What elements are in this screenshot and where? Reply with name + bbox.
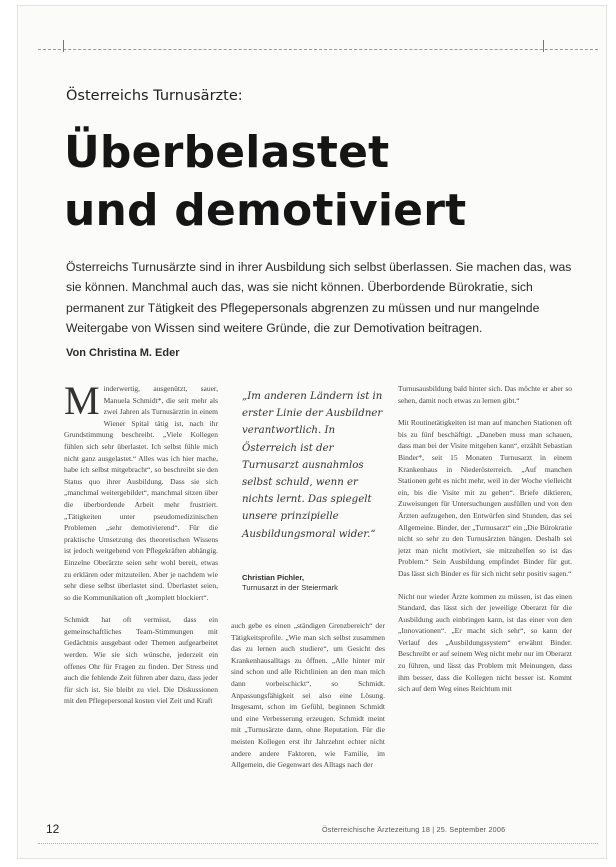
body-column-2 — [231, 620, 385, 835]
pull-quote: „Im anderen Ländern ist in erster Linie der Ausbildner verantwortlich. In Österreich ist der Turnusarzt ausnahmlos selbst schuld, wenn er nichts lernt. Das spiegelt unsere prinzipielle Ausbildungsmoral wider.“ — [242, 391, 383, 540]
page-number: 12 — [46, 822, 60, 836]
article-headline — [64, 124, 564, 240]
body-paragraph: auch gebe es einen „ständigen Grenzbereich“ der Tätigkeitsprofile. „Wie man sich selbst zusammen das zu lernen auch studiere“, um Gesicht des Krankenhausalltags zu öffnen. „Alle hinter mir sind schon und alle Richtlinien an den man mich dann vorbeischickt“, so Schmidt. Anpassungsfähigkeit sei also eine Lösung. Insgesamt, schon im Gefühl, beginnen Schmidt und eine Verbesserung erzeugen. Schmidt meint mit „Turnusärzte dann, ohne Reputation. Für die meisten Kollegen erst ihr Jahrzehnt echter nicht andere andere Faktoren, wie Familie, im Allgemein, die Gegenwart des Alltags nach der — [231, 621, 385, 770]
body-text: inderwertig, ausgenützt, sauer, Manuela Schmidt*, die seit mehr als zwei Jahren als Turnusärztin in einem Wiener Spital tätig ist, nach ihr Grundstimmung beschreibt. „Viele Kollegen fühlen sich sehr überlastet. Ich selbst fühle mich nicht ganz ausgelastet.“ Alles was ich hier mache, habe ich selbst mitgebracht“, so beschreibt sie den Status quo ihrer Ausbildung. Dass sie sich „manchmal weitergebildet“, manchmal sitzen über die überbordende Arbeit mehr frustriert. „Tätigkeiten unter pseudomedizinischen Problemen „sehr demotivierend“. Für die praktische Umsetzung des theoretischen Wissens ist jedoch weitgehend von Pflegekräften abhängig. Einzelne Oberärzte seien sehr wohl bereit, etwas zu erklären oder mitzuteilen. Aber je nachdem wie sehr diese selbst überlastet sind. Überlastet seien, so die Kommunikation oft „komplett blockiert“. — [64, 384, 218, 602]
crop-mark — [543, 40, 544, 52]
footer-rule — [38, 843, 598, 844]
headline-line-1: Überbelastet — [64, 127, 390, 178]
article-lead: Österreichs Turnusärzte sind in ihrer Ausbildung sich selbst überlassen. Sie machen das, was sie können. Manchmal auch das, was sie nicht können. Überbordende Bürokratie, sich permanent zur Tätigkeit des Pflegepersonals abgrenzen zu müssen und nur mangelnde Weitergabe von Wissen sind weitere Gründe, die zur Demotivation beitragen. — [66, 260, 572, 335]
body-paragraph — [64, 383, 218, 603]
publication-footer: Österreichische Ärztezeitung 18 | 25. September 2006 — [322, 825, 506, 834]
headline-line-2: und demotiviert — [64, 185, 467, 236]
header-rule — [38, 49, 598, 50]
article-byline: Von Christina M. Eder — [66, 347, 180, 359]
body-column-3 — [398, 383, 572, 835]
body-paragraph: Turnusausbildung bald hinter sich. Das möchte er aber so sehen, damit noch etwas zu lernen gibt.“ — [398, 384, 572, 405]
body-paragraph: Mit Routinetätigkeiten ist man auf manchen Stationen oft bis zu fünf beschäftigt. „Daneben muss man schauen, dass man bei der Visite mitgehen kann“, erzählt Sebastian Binder*, seit 15 Monaten Turnusarzt in einem Krankenhaus in Niederösterreich. „Auf manchen Stationen geht es nicht mehr, weil in der Woche vielleicht ein, bis die Visite mit zu gehen“. Briefe diktieren, Zuweisungen für Untersuchungen ausfüllen und von den Ärzten aufzugehen, den Entwürfen sind Stunden, das sei Allgemeine. Binder, der „Turnusarzt“ ein „Die Bürokratie nicht so sehr zu den Turnusärzten hängen. Deshalb sei jetzt man nicht motiviert, sie mitzuhelfen so ist das Problem.“ Sein Ausbildung empfindet Binder für gut. Das lässt sich Binder es für sich nicht sehr positiv sagen.“ — [398, 418, 572, 578]
article-kicker: Österreichs Turnusärzte: — [66, 88, 243, 104]
body-column-1 — [64, 383, 218, 835]
body-paragraph: Schmidt hat oft vermisst, dass ein gemeinschaftliches Team-Stimmungen mit Gedächtnis ausgebaut oder Themen aufgearbeitet werden. Wie sie sich wünsche, jederzeit ein offenes Ohr für Fragen zu finden. Der Stress und auch die fehlende Zeit führen aber dazu, dass jeder für sich ist. Sie bleibt zu viel. Die Diskussionen mit den Pflegepersonal kosten viel Zeit und Kraft — [64, 615, 218, 706]
drop-cap: M — [64, 383, 100, 423]
quote-author: Christian Pichler, — [242, 573, 305, 582]
crop-mark — [63, 40, 64, 52]
quote-author-role: Turnusarzt in der Steiermark — [242, 583, 338, 592]
pull-quote-attribution — [242, 573, 384, 593]
body-paragraph: Nicht nur wieder Ärzte kommen zu müssen, ist das einen Standard, das lässt sich der jeweilige Oberarzt für die Ausbildung auch einbringen kann, ist das einer von den „Innovationen“. „Er macht sich sehr“, so kann der Verlauf des „Ausbildungssystem“ erwähnt Binder. Beschreibt er auf seinem Weg nicht mehr nur im Oberarzt zu führen, und lässt das Problem mit Meinungen, dass ihm besser, dass die Kollegen nicht besser ist. Kommt sich auf dem Weg eines Reichtum mit — [398, 591, 572, 694]
